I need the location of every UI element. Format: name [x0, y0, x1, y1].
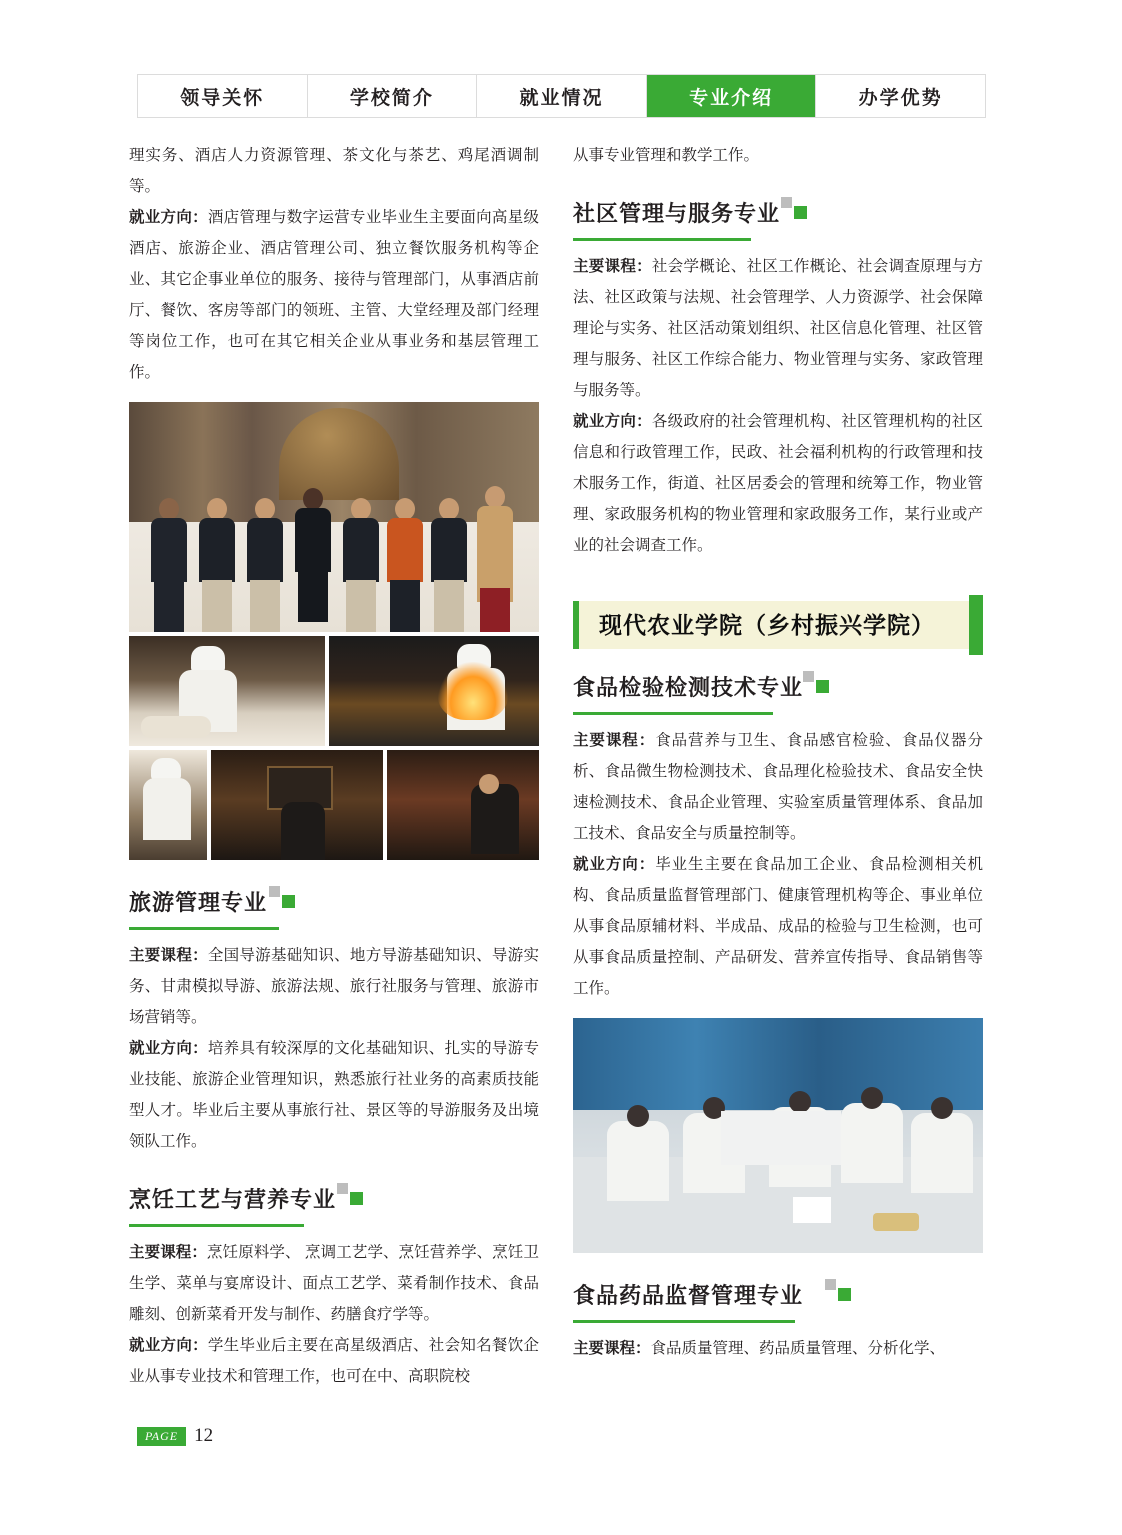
courses-label: 主要课程： [573, 732, 656, 749]
banner-right-bar [969, 595, 983, 655]
decor-grey-square [337, 1183, 348, 1194]
photo-restaurant-service [387, 750, 539, 860]
tab-employment[interactable]: 就业情况 [477, 75, 647, 117]
heading-rule [129, 927, 279, 930]
decor-grey-square [781, 197, 792, 208]
courses-text: 全国导游基础知识、地方导游基础知识、导游实务、甘肃模拟导游、旅游法规、旅行社服务与管理、旅游市场营销等。 [129, 947, 539, 1026]
tourism-employment-paragraph [129, 1033, 539, 1157]
employment-label: 就业方向： [129, 209, 208, 226]
courses-label: 主要课程： [129, 947, 208, 964]
right-column [573, 140, 983, 1364]
food-inspection-employment-paragraph [573, 849, 983, 1004]
photo-row-cooking-top [129, 636, 539, 746]
community-courses-paragraph [573, 251, 983, 406]
culinary-employment-paragraph [129, 1330, 539, 1392]
major-title: 食品药品监督管理专业 [573, 1283, 804, 1308]
photo-food-carving [129, 750, 207, 860]
page-tag: PAGE [137, 1427, 186, 1446]
photo-block-hotel [129, 402, 539, 860]
employment-text: 培养具有较深厚的文化基础知识、扎实的导游专业技能、旅游企业管理知识，熟悉旅行社业务的高素质技能型人才。毕业后主要从事旅行社、景区等的导游服务及出境领队工作。 [129, 1040, 539, 1150]
photo-tea-ceremony [211, 750, 383, 860]
culinary-courses-paragraph [129, 1237, 539, 1330]
tab-school-intro[interactable]: 学校简介 [308, 75, 478, 117]
left-continued-paragraph: 理实务、酒店人力资源管理、茶文化与茶艺、鸡尾酒调制等。 [129, 147, 539, 195]
employment-text: 毕业生主要在食品加工企业、食品检测相关机构、食品质量监督管理部门、健康管理机构等企、事业单位从事食品原辅材料、半成品、成品的检验与卫生检测，也可从事食品质量控制、产品研发、营养宣传指导、食品销售等工作。 [573, 856, 983, 997]
employment-label: 就业方向： [573, 856, 656, 873]
employment-text: 学生毕业后主要在高星级酒店、社会知名餐饮企业从事专业技术和管理工作，也可在中、高职院校 [129, 1337, 539, 1385]
left-column [129, 140, 539, 1392]
hotel-employment-paragraph [129, 202, 539, 388]
decor-green-square [794, 206, 807, 219]
decor-green-square [816, 680, 829, 693]
food-inspection-courses-paragraph [573, 725, 983, 849]
decor-green-square [282, 895, 295, 908]
banner-title: 现代农业学院（乡村振兴学院） [599, 612, 935, 638]
major-title: 食品检验检测技术专业 [573, 675, 804, 700]
photo-group-portrait [129, 402, 539, 632]
employment-text: 各级政府的社会管理机构、社区管理机构的社区信息和行政管理工作，民政、社会福利机构的行政管理和技术服务工作，街道、社区居委会的管理和统筹工作，物业管理、家政服务机构的物业管理和家政服务工作，某行业或产业的社会调查工作。 [573, 413, 983, 554]
photo-food-lab [573, 1018, 983, 1253]
major-title: 社区管理与服务专业 [573, 201, 781, 226]
employment-label: 就业方向： [129, 1040, 208, 1057]
major-title: 烹饪工艺与营养专业 [129, 1187, 337, 1212]
heading-culinary-nutrition [129, 1183, 539, 1229]
banner-left-bar [573, 601, 579, 649]
heading-community-management [573, 197, 983, 243]
courses-text: 食品质量管理、药品质量管理、分析化学、 [650, 1340, 946, 1357]
heading-rule [573, 1320, 795, 1323]
employment-label: 就业方向： [129, 1337, 208, 1354]
courses-label: 主要课程： [573, 258, 652, 275]
decor-green-square [350, 1192, 363, 1205]
decor-grey-square [825, 1279, 836, 1290]
courses-text: 烹饪原料学、 烹调工艺学、烹饪营养学、烹饪卫生学、菜单与宴席设计、面点工艺学、菜肴制作技术、食品雕刻、创新菜肴开发与制作、药膳食疗学等。 [129, 1244, 539, 1323]
courses-text: 社会学概论、社区工作概论、社会调查原理与方法、社区政策与法规、社会管理学、人力资源学、社会保障理论与实务、社区活动策划组织、社区信息化管理、社区管理与服务、社区工作综合能力、物业管理与实务、家政管理与服务等。 [573, 258, 983, 399]
photo-row-cooking-bottom [129, 750, 539, 860]
heading-rule [129, 1224, 304, 1227]
courses-text: 食品营养与卫生、食品感官检验、食品仪器分析、食品微生物检测技术、食品理化检验技术、食品安全快速检测技术、食品企业管理、实验室质量管理体系、食品加工技术、食品安全与质量控制等。 [573, 732, 983, 842]
food-drug-courses-paragraph [573, 1333, 983, 1364]
decor-green-square [838, 1288, 851, 1301]
courses-label: 主要课程： [573, 1340, 651, 1357]
page-footer [137, 1425, 213, 1447]
heading-tourism-management [129, 886, 539, 932]
tab-leadership[interactable]: 领导关怀 [138, 75, 308, 117]
tourism-courses-paragraph [129, 940, 539, 1033]
heading-food-drug-supervision [573, 1279, 983, 1325]
section-tabbar [137, 74, 986, 118]
tab-school-advantage[interactable]: 办学优势 [858, 87, 943, 109]
heading-rule [573, 238, 751, 241]
heading-rule [573, 712, 773, 715]
heading-food-inspection [573, 671, 983, 717]
courses-label: 主要课程： [129, 1244, 208, 1261]
right-continued-paragraph: 从事专业管理和教学工作。 [573, 147, 760, 164]
employment-label: 就业方向： [573, 413, 652, 430]
photo-pastry-chef [129, 636, 325, 746]
decor-grey-square [803, 671, 814, 682]
page-number: 12 [194, 1425, 214, 1446]
photo-block-lab [573, 1018, 983, 1253]
employment-text: 酒店管理与数字运营专业毕业生主要面向高星级酒店、旅游企业、酒店管理公司、独立餐饮服务机构等企业、其它企事业单位的服务、接待与管理部门，从事酒店前厅、餐饮、客房等部门的领班、主管、大堂经理及部门经理等岗位工作，也可在其它相关企业从事业务和基层管理工作。 [129, 209, 539, 381]
institute-banner [573, 601, 983, 649]
tab-major-intro[interactable]: 专业介绍 [647, 75, 817, 117]
community-employment-paragraph [573, 406, 983, 561]
photo-wok-flame [329, 636, 539, 746]
decor-grey-square [269, 886, 280, 897]
major-title: 旅游管理专业 [129, 890, 268, 915]
